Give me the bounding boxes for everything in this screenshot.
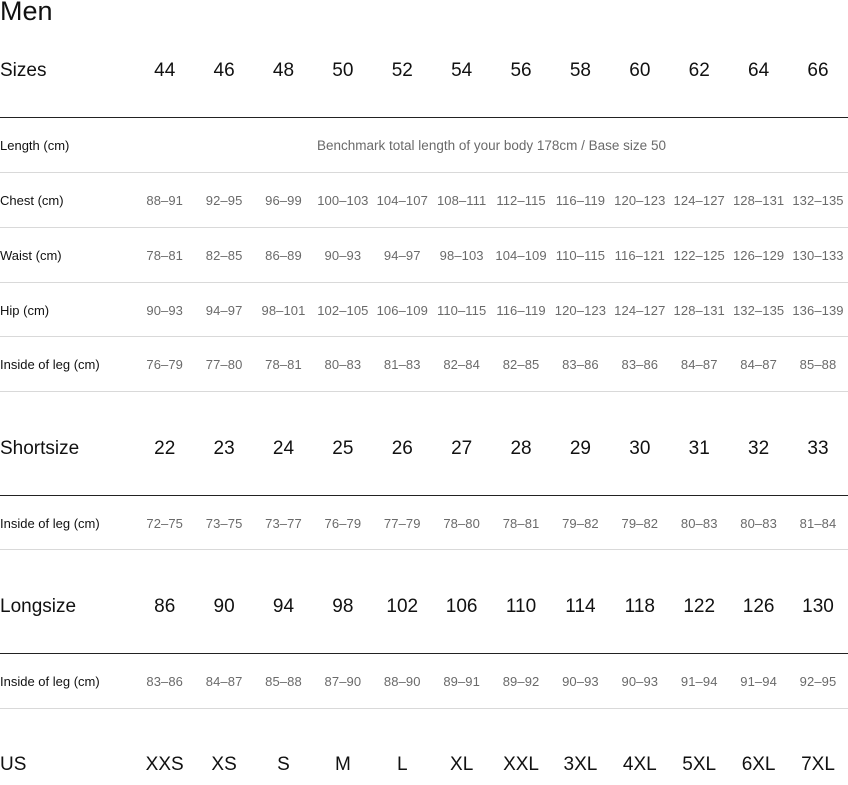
table-cell: 84–87 [205,673,243,689]
size-cell: 106 [445,596,478,617]
size-cell: 24 [272,438,295,459]
table-cell: 116–119 [555,192,606,208]
size-cell: 50 [332,60,354,81]
size-cell: L [396,754,408,775]
waist-values [135,248,848,263]
table-cell: 91–94 [680,673,718,689]
size-cell: 90 [213,596,235,617]
table-cell: 110–115 [436,302,487,318]
table-cell: 112–115 [496,192,546,208]
size-cell: 33 [807,438,829,459]
table-cell: 136–139 [792,302,844,318]
table-cell: 94–97 [205,302,243,318]
size-cell: XL [450,754,474,775]
table-cell: 90–93 [146,302,184,318]
size-cell: 110 [505,596,537,617]
shortsize-leg-row [0,496,848,550]
table-cell: 89–92 [502,673,540,689]
size-cell: 126 [742,596,775,617]
size-cell: 102 [386,596,419,617]
table-cell: 72–75 [146,515,184,531]
table-cell: 91–94 [740,673,777,689]
longsize-leg-label: Inside of leg (cm) [0,673,100,689]
size-cell: 30 [629,438,651,459]
size-cell: XXL [503,754,539,775]
size-cell: 46 [213,60,235,81]
size-cell: 22 [154,438,176,459]
table-cell: 76–79 [146,356,184,372]
longsize-leg-values [135,674,848,689]
size-cell: 118 [624,596,655,617]
size-cell: 29 [569,438,591,459]
table-cell: 92–95 [205,192,243,208]
size-cell: 25 [332,438,354,459]
chest-values [135,193,848,208]
longsize-label: Longsize [0,596,77,617]
size-cell: 86 [154,596,176,617]
size-cell: 94 [272,596,295,617]
table-cell: 98–103 [439,247,484,263]
shortsize-header-row [0,429,848,469]
table-cell: 84–87 [680,356,718,372]
us-label: US [0,754,27,775]
size-cell: 48 [272,60,295,81]
table-cell: 82–84 [443,356,480,372]
hip-label: Hip (cm) [0,302,50,318]
table-cell: 126–129 [732,247,785,263]
size-cell: 7XL [801,754,835,775]
table-cell: 106–109 [376,302,428,318]
size-cell: 56 [510,60,532,81]
table-cell: 116–119 [496,302,546,318]
longsize-leg-row [0,654,848,708]
shortsize-leg-values [135,516,848,531]
table-cell: 130–133 [792,247,844,263]
table-cell: 76–79 [324,515,362,531]
table-cell: 104–109 [495,247,547,263]
sizes-label: Sizes [0,60,47,81]
leg-values [135,357,848,372]
size-cell: 4XL [622,754,657,775]
size-cell: 130 [802,596,834,617]
size-cell: 5XL [682,754,717,775]
table-cell: 77–80 [205,356,243,372]
size-cell: 66 [807,60,829,81]
table-cell: 77–79 [383,515,421,531]
waist-label: Waist (cm) [0,247,62,263]
shortsize-label: Shortsize [0,438,80,459]
longsize-header-row [0,587,848,627]
table-cell: 83–86 [146,673,184,689]
divider [0,549,848,550]
shortsize-values [135,438,848,460]
table-cell: 92–95 [799,673,837,689]
table-cell: 122–125 [673,247,725,263]
table-cell: 82–85 [205,247,243,263]
table-cell: 88–91 [146,192,184,208]
chest-row [0,173,848,227]
length-note: Benchmark total length of your body 178cm / Base size 50 [317,137,666,153]
size-cell: 98 [332,596,354,617]
length-label: Length (cm) [0,137,70,153]
leg-row [0,337,848,391]
table-cell: 81–84 [799,515,837,531]
table-cell: 94–97 [383,247,421,263]
table-cell: 83–86 [562,356,599,372]
us-values [135,754,848,776]
table-cell: 83–86 [621,356,659,372]
table-cell: 85–88 [265,673,302,689]
longsize-values [135,596,848,618]
size-cell: 26 [391,438,413,459]
table-cell: 78–80 [443,515,480,531]
size-cell: 3XL [563,754,598,775]
size-cell: 58 [569,60,591,81]
table-cell: 132–135 [792,192,844,208]
table-cell: 98–101 [261,302,306,318]
table-cell: 78–81 [146,247,184,263]
sizes-values [135,60,848,82]
divider [0,391,848,392]
table-cell: 80–83 [680,515,718,531]
size-cell: 62 [688,60,710,81]
leg-label: Inside of leg (cm) [0,356,100,372]
table-cell: 79–82 [562,515,599,531]
size-cell: XS [211,754,237,775]
table-cell: 85–88 [799,356,837,372]
table-cell: 87–90 [324,673,362,689]
table-cell: 82–85 [502,356,540,372]
size-cell: 27 [451,438,473,459]
table-cell: 116–121 [614,247,665,263]
length-row [0,118,848,172]
table-cell: 73–77 [265,515,302,531]
us-header-row [0,745,848,785]
size-cell: M [334,754,351,775]
table-cell: 124–127 [673,192,725,208]
table-cell: 79–82 [621,515,659,531]
table-cell: 110–115 [555,247,606,263]
table-cell: 90–93 [621,673,659,689]
size-cell: 6XL [741,754,776,775]
table-cell: 89–91 [443,673,480,689]
table-cell: 132–135 [732,302,785,318]
size-cell: 31 [688,438,710,459]
size-cell: 28 [510,438,532,459]
table-cell: 102–105 [317,302,369,318]
size-cell: 122 [683,596,716,617]
table-cell: 128–131 [673,302,725,318]
waist-row [0,228,848,282]
table-cell: 78–81 [265,356,302,372]
size-cell: 23 [213,438,235,459]
divider [0,708,848,709]
table-cell: 104–107 [376,192,428,208]
shortsize-leg-label: Inside of leg (cm) [0,515,100,531]
size-cell: 64 [748,60,770,81]
table-cell: 73–75 [205,515,243,531]
chest-label: Chest (cm) [0,192,64,208]
table-cell: 128–131 [732,192,785,208]
size-cell: 32 [748,438,770,459]
table-cell: 78–81 [502,515,540,531]
table-cell: 100–103 [317,192,369,208]
size-cell: S [277,754,290,775]
page-title: Men [0,0,53,26]
table-cell: 80–83 [324,356,362,372]
table-cell: 124–127 [614,302,666,318]
table-cell: 84–87 [740,356,777,372]
table-cell: 120–123 [614,192,666,208]
table-cell: 86–89 [265,247,302,263]
hip-values [135,303,848,318]
table-cell: 88–90 [383,673,421,689]
table-cell: 80–83 [740,515,777,531]
table-cell: 108–111 [436,192,487,208]
size-cell: 44 [154,60,176,81]
size-cell: 114 [565,596,596,617]
table-cell: 81–83 [383,356,421,372]
size-cell: 52 [391,60,413,81]
table-cell: 90–93 [562,673,599,689]
size-cell: 54 [451,60,473,81]
table-cell: 120–123 [554,302,607,318]
size-cell: 60 [629,60,651,81]
size-cell: XXS [145,754,184,775]
sizes-header-row [0,51,848,91]
table-cell: 96–99 [265,192,302,208]
table-cell: 90–93 [324,247,362,263]
hip-row [0,283,848,337]
